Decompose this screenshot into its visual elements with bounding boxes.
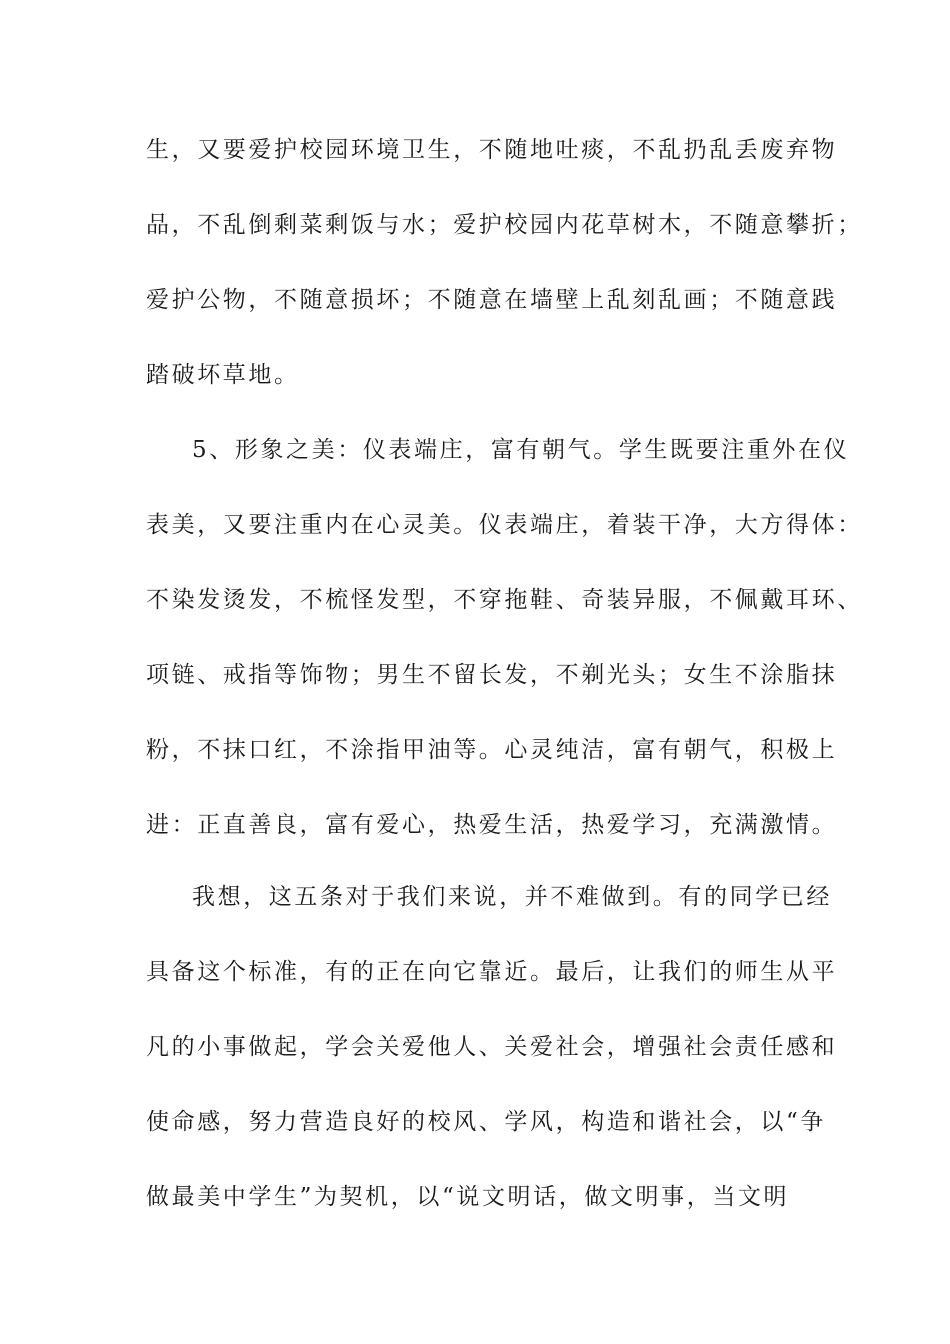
body-text-line: 做最美中学生”为契机，以“说文明话，做文明事，当文明 — [146, 1184, 790, 1210]
body-text-line: 具备这个标准，有的正在向它靠近。最后，让我们的师生从平 — [146, 959, 838, 985]
body-text-line: 爱护公物，不随意损坏；不随意在墙壁上乱刻乱画；不随意践 — [146, 287, 838, 313]
body-text-line: 粉，不抹口红，不涂指甲油等。心灵纯洁，富有朝气，积极上 — [146, 737, 838, 763]
body-text-line: 使命感，努力营造良好的校风、学风，构造和谐社会，以“争 — [146, 1109, 826, 1135]
body-text-line: 项链、戒指等饰物；男生不留长发，不剃光头；女生不涂脂抹 — [146, 662, 838, 688]
body-text-line: 表美，又要注重内在心灵美。仪表端庄，着装干净，大方得体： — [146, 512, 863, 538]
body-text-line: 凡的小事做起，学会关爱他人、关爱社会，增强社会责任感和 — [146, 1034, 838, 1060]
body-text-line: 品，不乱倒剩菜剩饭与水；爱护校园内花草树木，不随意攀折； — [146, 212, 863, 238]
paragraph-first-line: 我想，这五条对于我们来说，并不难做到。有的同学已经 — [192, 884, 832, 910]
body-text-line: 生，又要爱护校园环境卫生，不随地吐痰，不乱扔乱丢废弃物 — [146, 137, 838, 163]
body-text-line: 进：正直善良，富有爱心，热爱生活，热爱学习，充满激情。 — [146, 812, 838, 838]
paragraph-first-line: 5、形象之美：仪表端庄，富有朝气。学生既要注重外在仪 — [192, 437, 850, 463]
body-text-line: 不染发烫发，不梳怪发型，不穿拖鞋、奇装异服，不佩戴耳环、 — [146, 587, 863, 613]
body-text-line: 踏破坏草地。 — [146, 362, 300, 388]
